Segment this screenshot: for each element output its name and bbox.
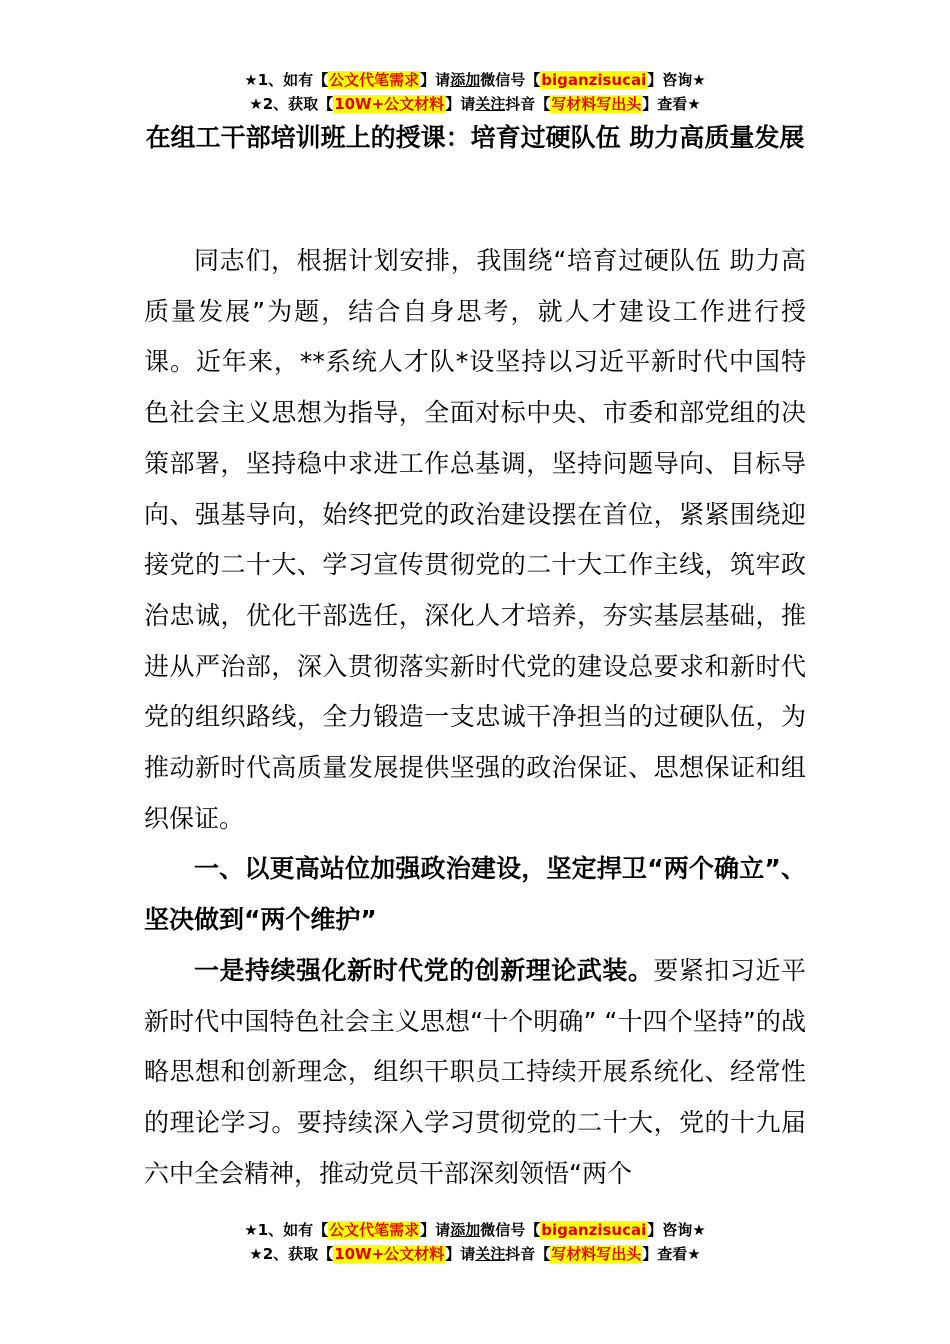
section-heading: 一、以更高站位加强政治建设，坚定捍卫“两个确立”、坚决做到“两个维护”: [144, 854, 806, 935]
footer-banner: [0, 1218, 950, 1266]
service-highlight: 公文代笔需求: [329, 71, 420, 89]
footer-follow-underlined: 关注: [475, 1245, 506, 1263]
section-text: 要紧扣习近平新时代中国特色社会主义思想“十个明确” “十四个坚持”的战略思想和创新理念，组织干职员工持续开展系统化、经常性的理论学习。要持续深入学习贯彻党的二十大，党的十九届六中全会精神，推动党员干部深刻领悟“两个: [144, 955, 806, 1188]
footer-douyin-id-highlight: 写材料写出头: [551, 1245, 642, 1263]
section-lead: 一是持续强化新时代党的创新理论武装。: [194, 955, 654, 985]
footer-add-underlined: 添加: [450, 1221, 481, 1239]
banner-line-1-mid2: 微信号【: [480, 71, 541, 89]
footer-line-1-prefix: ★1、如有【: [244, 1221, 329, 1239]
intro-paragraph: 同志们，根据计划安排，我围绕“培育过硬队伍 助力高质量发展”为题，结合自身思考，就人才建设工作进行授课。近年来，**系统人才队*设坚持以习近平新时代中国特色社会主义思想为指导，全面对标中央、市委和部党组的决策部署，坚持稳中求进工作总基调，坚持问题导向、目标导向、强基导向，始终把党的政治建设摆在首位，紧紧围绕迎接党的二十大、学习宣传贯彻党的二十大工作主线，筑牢政治忠诚，优化干部选任，深化人才培养，夯实基层基础，推进从严治部，深入贯彻落实新时代党的建设总要求和新时代党的组织路线，全力锻造一支忠诚干净担当的过硬队伍，为推动新时代高质量发展提供坚强的政治保证、思想保证和组织保证。: [144, 246, 806, 833]
footer-line-2: [0, 1242, 950, 1266]
banner-line-1: [0, 68, 950, 92]
banner-line-2-suffix: 】查看★: [642, 95, 701, 113]
footer-service-highlight: 公文代笔需求: [329, 1221, 420, 1239]
footer-line-1: [0, 1218, 950, 1242]
footer-line-2-suffix: 】查看★: [642, 1245, 701, 1263]
document-title: 在组工干部培训班上的授课：培育过硬队伍 助力高质量发展: [145, 123, 805, 152]
banner-line-2-mid2: 抖音【: [505, 95, 551, 113]
footer-line-2-mid2: 抖音【: [505, 1245, 551, 1263]
footer-wechat-id-highlight: biganzisucai: [541, 1221, 647, 1239]
banner-line-1-mid1: 】请: [420, 71, 451, 89]
footer-line-1-suffix: 】咨询★: [647, 1221, 706, 1239]
document-body: [144, 236, 806, 1199]
materials-highlight: 10W+公文材料: [334, 95, 445, 113]
section-paragraph: [144, 946, 806, 1200]
footer-line-1-mid1: 】请: [420, 1221, 451, 1239]
add-underlined: 添加: [450, 71, 481, 89]
footer-line-2-mid1: 】请: [445, 1245, 476, 1263]
header-banner: [0, 68, 950, 116]
douyin-id-highlight: 写材料写出头: [551, 95, 642, 113]
wechat-id-highlight: biganzisucai: [541, 71, 647, 89]
footer-line-2-prefix: ★2、获取【: [249, 1245, 334, 1263]
footer-line-1-mid2: 微信号【: [480, 1221, 541, 1239]
follow-underlined: 关注: [475, 95, 506, 113]
footer-materials-highlight: 10W+公文材料: [334, 1245, 445, 1263]
banner-line-1-suffix: 】咨询★: [647, 71, 706, 89]
banner-line-2-mid1: 】请: [445, 95, 476, 113]
banner-line-1-prefix: ★1、如有【: [244, 71, 329, 89]
banner-line-2-prefix: ★2、获取【: [249, 95, 334, 113]
